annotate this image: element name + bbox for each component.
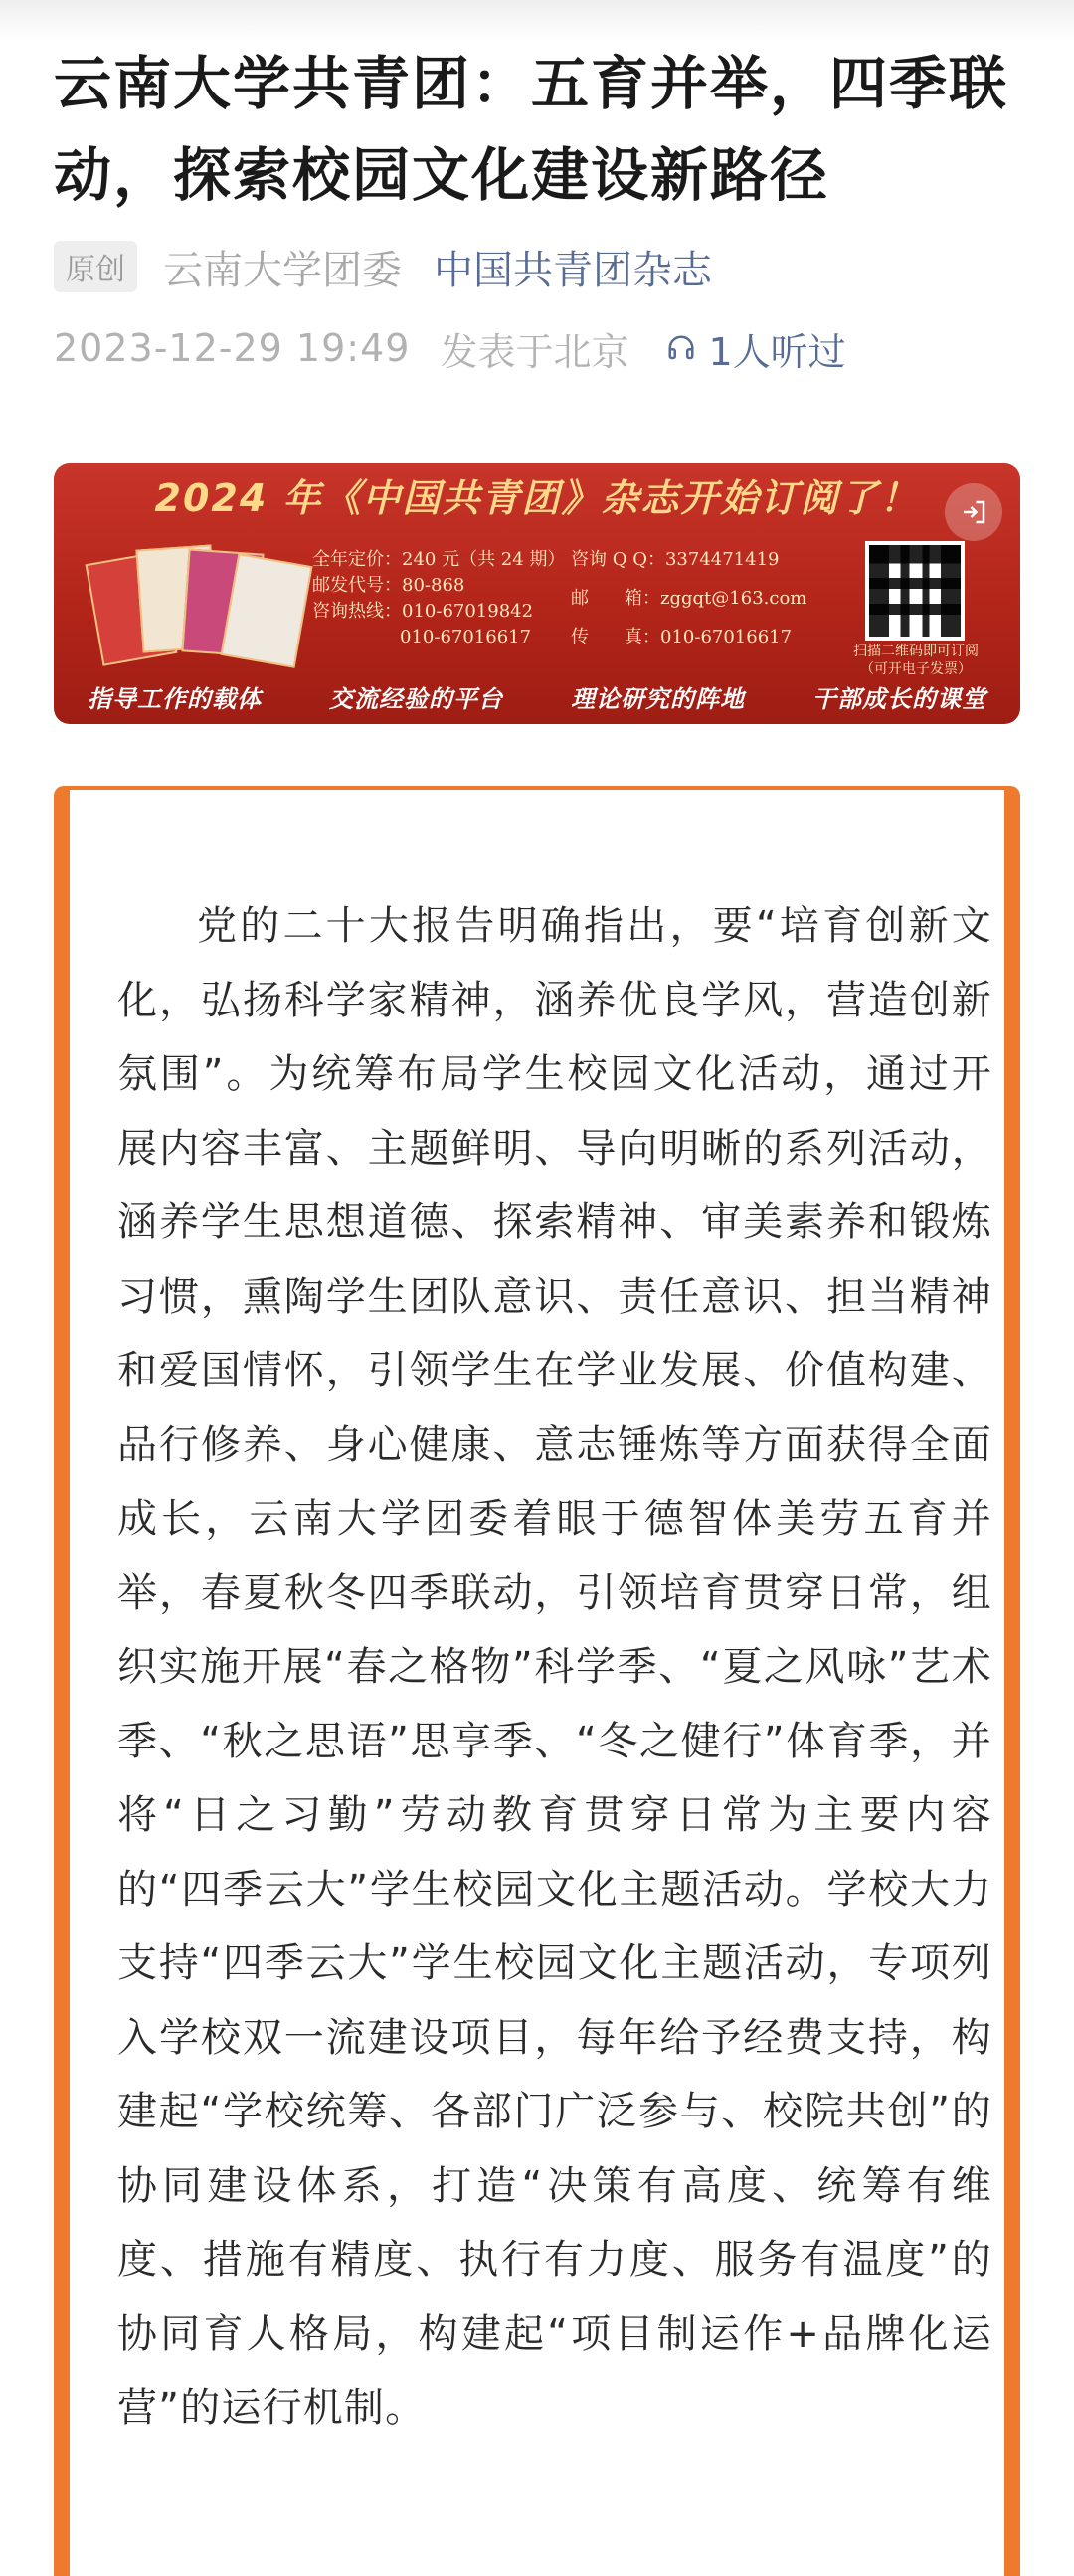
qr-code-image bbox=[865, 541, 965, 641]
banner-email: 邮 箱：zggqt@163.com bbox=[571, 588, 807, 609]
banner-price: 全年定价：240 元（共 24 期） bbox=[312, 549, 566, 570]
banner-hotline-1: 咨询热线：010-67019842 bbox=[312, 601, 534, 622]
listen-count: 1人听过 bbox=[708, 329, 846, 374]
article-paragraph: 党的二十大报告明确指出，要“培育创新文化，弘扬科学家精神，涵养优良学风，营造创新氛围”。为统筹布局学生校园文化活动，通过开展内容丰富、主题鲜明、导向明晰的系列活动，涵养学生思想道德、探索精神、审美素养和锻炼习惯，熏陶学生团队意识、责任意识、担当精神和爱国情怀，引领学生在学业发展、价值构建、品行修养、身心健康、意志锤炼等方面获得全面成长，云南大学团委着眼于德智体美劳五育并举，春夏秋冬四季联动，引领培育贯穿日常，组织实施开展“春之格物”科学季、“夏之风咏”艺术季、“秋之思语”思享季、“冬之健行”体育季，并将“日之习勤”劳动教育贯穿日常为主要内容的“四季云大”学生校园文化主题活动。学校大力支持“四季云大”学生校园文化主题活动，专项列入学校双一流建设项目，每年给予经费支持，构建起“学校统筹、各部门广泛参与、校院共创”的协同建设体系，打造“决策有高度、统筹有维度、措施有精度、执行有力度、服务有温度”的协同育人格局，构建起“项目制运作+品牌化运营”的运行机制。 bbox=[117, 903, 992, 2431]
top-status-fade bbox=[0, 0, 1074, 40]
banner-headline: 2024 年《中国共青团》杂志开始订阅了！ bbox=[154, 476, 920, 520]
headphones-icon bbox=[666, 333, 696, 363]
slogan: 干部成长的课堂 bbox=[812, 684, 986, 713]
magazine-covers-image bbox=[93, 541, 312, 658]
qr-caption: 扫描二维码即可订阅（可开电子发票） bbox=[853, 644, 979, 677]
author-name: 云南大学团委 bbox=[163, 247, 402, 293]
account-link[interactable]: 中国共青团杂志 bbox=[434, 247, 712, 293]
banner-postal-code: 邮发代号：80-868 bbox=[312, 575, 465, 596]
original-badge: 原创 bbox=[54, 241, 137, 292]
banner-slogans bbox=[54, 674, 1020, 718]
publish-datetime: 2023-12-29 19:49 bbox=[54, 326, 411, 370]
exit-icon[interactable] bbox=[945, 483, 1002, 541]
banner-info-right bbox=[571, 547, 806, 650]
banner-hotline-2: 010-67016617 bbox=[400, 627, 532, 647]
article-meta-source bbox=[54, 239, 712, 294]
banner-qq: 咨询 Q Q：3374471419 bbox=[571, 549, 780, 570]
banner-info-left bbox=[312, 547, 565, 650]
subscription-banner[interactable] bbox=[54, 463, 1020, 724]
article-body-frame bbox=[54, 786, 1020, 2576]
slogan: 交流经验的平台 bbox=[329, 684, 503, 713]
article-meta-time bbox=[54, 318, 846, 378]
slogan: 指导工作的载体 bbox=[88, 684, 262, 713]
listen-button[interactable] bbox=[666, 321, 845, 376]
article-title: 云南大学共青团：五育并举，四季联动，探索校园文化建设新路径 bbox=[54, 50, 1009, 209]
slogan: 理论研究的阵地 bbox=[571, 684, 745, 713]
publish-location: 发表于北京 bbox=[440, 329, 629, 374]
banner-fax: 传 真：010-67016617 bbox=[571, 627, 793, 647]
